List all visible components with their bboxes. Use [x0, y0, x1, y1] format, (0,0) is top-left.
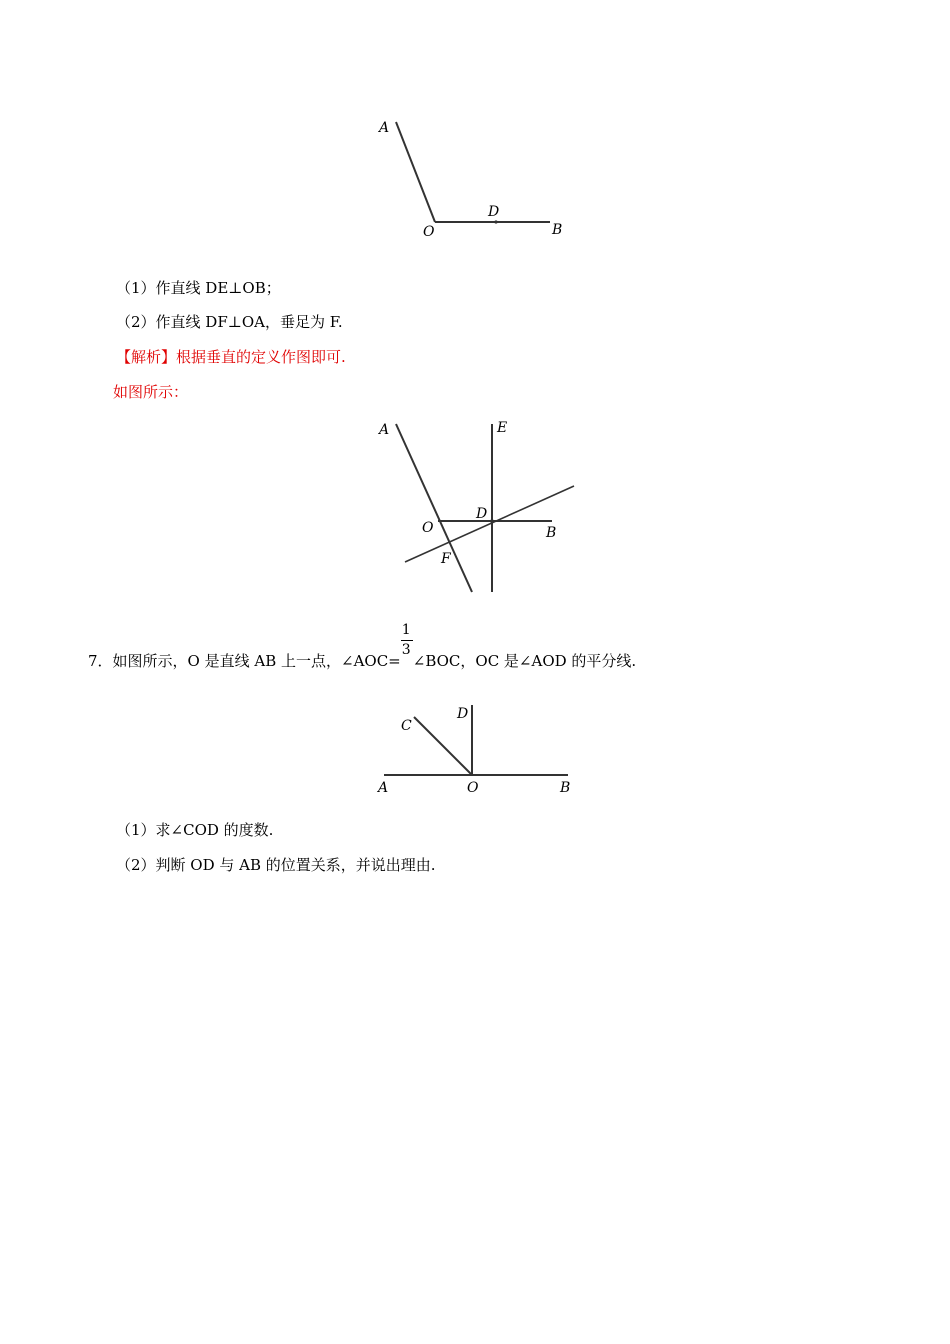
fraction-denominator: 3 — [401, 642, 411, 658]
label-f: F — [441, 551, 451, 567]
figure-perpendicular-construction — [370, 412, 580, 597]
q6-analysis — [116, 346, 346, 367]
label-e: E — [497, 420, 508, 436]
label-o: O — [422, 520, 434, 536]
label-b: B — [560, 780, 571, 796]
q7-part2: （2）判断 OD 与 AB 的位置关系，并说出理由. — [116, 856, 436, 874]
q7-statement — [88, 622, 637, 671]
ray-oa — [396, 122, 435, 222]
q7-text-before: 如图所示，O 是直线 AB 上一点，∠AOC= — [112, 652, 401, 670]
figure-line-ab-rays — [372, 700, 582, 800]
fraction-one-third — [401, 622, 413, 666]
label-a: A — [379, 422, 390, 438]
q7-number: 7． — [88, 652, 113, 670]
q6-part2: （2）作直线 DF⊥OA，垂足为 F. — [116, 313, 343, 331]
label-o: O — [423, 224, 435, 240]
label-a: A — [378, 780, 389, 796]
label-o: O — [467, 780, 479, 796]
point-d — [494, 220, 497, 223]
figure-angle-aob — [370, 112, 580, 244]
analysis-tag: 【解析】 — [116, 348, 177, 366]
q7-text-after: ∠BOC，OC 是∠AOD 的平分线. — [412, 652, 637, 670]
label-a: A — [379, 120, 390, 136]
q6-as-shown: 如图所示： — [113, 383, 189, 401]
q7-part1: （1）求∠COD 的度数. — [116, 821, 274, 839]
ray-oc — [414, 717, 472, 775]
fraction-bar — [401, 640, 413, 641]
label-b: B — [552, 222, 563, 238]
ray-oa — [396, 424, 472, 592]
label-d: D — [457, 706, 469, 722]
label-c: C — [401, 718, 412, 734]
label-b: B — [546, 525, 557, 541]
fraction-numerator: 1 — [401, 622, 411, 638]
q6-part1: （1）作直线 DE⊥OB； — [116, 279, 281, 297]
analysis-text: 根据垂直的定义作图即可. — [176, 348, 346, 366]
label-d: D — [488, 204, 500, 220]
label-d: D — [476, 506, 488, 522]
point-d — [490, 519, 494, 523]
